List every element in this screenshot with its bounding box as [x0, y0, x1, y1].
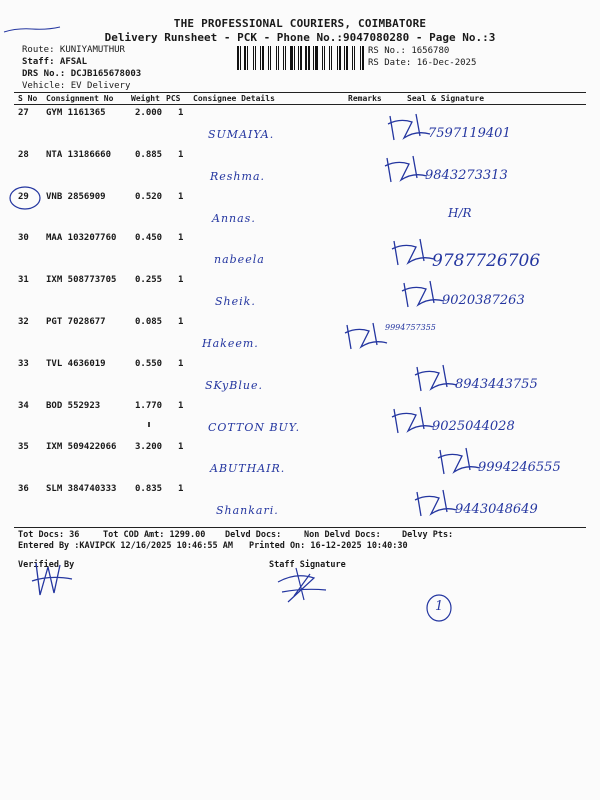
route-label: Route: KUNIYAMUTHUR: [22, 45, 125, 55]
total-cod-amount: Tot COD Amt: 1299.00: [103, 530, 206, 540]
barcode-bar: [260, 46, 261, 70]
barcode-bar: [255, 46, 256, 70]
table-row: [0, 108, 600, 148]
table-row: [0, 317, 600, 357]
row-phone-handwritten: 9787726706: [432, 251, 541, 272]
table-row: [0, 484, 600, 524]
barcode-bar: [287, 46, 289, 70]
row-weight: 0.085: [135, 317, 163, 327]
row-weight: 0.550: [135, 358, 163, 369]
row-consignee-handwritten: SUMAIYA.: [208, 128, 275, 141]
row-consignment: IXM 509422066: [46, 442, 117, 453]
barcode-bar: [346, 46, 348, 70]
row-sno: 34: [18, 400, 29, 411]
row-pcs: 1: [178, 149, 184, 160]
barcode-bar: [360, 46, 361, 70]
rs-number: RS No.: 1656780: [368, 46, 450, 56]
barcode-bar: [300, 46, 302, 70]
row-consignment: GYM 1161365: [46, 108, 106, 118]
entered-by: Entered By :KAVIPCK 12/16/2025 10:46:55 AM: [18, 541, 233, 551]
barcode-bar: [303, 46, 304, 70]
row-weight: 3.200: [135, 442, 163, 453]
row-pcs: 1: [178, 108, 184, 118]
row-pcs: 1: [178, 358, 184, 369]
row-consignee-handwritten: COTTON BUY.: [208, 420, 301, 434]
barcode-bar: [294, 46, 295, 70]
row-consignee-handwritten: Sheik.: [215, 295, 256, 309]
row-consignee-handwritten: Reshma.: [210, 169, 266, 183]
row-consignment: IXM 508773705: [46, 275, 117, 286]
row-consignment: TVL 4636019: [46, 358, 106, 369]
row-pcs: 1: [178, 317, 184, 327]
row-consignment: PGT 7028677: [46, 317, 106, 327]
barcode-bar: [298, 46, 299, 70]
non-delivered-docs: Non Delvd Docs:: [304, 530, 381, 540]
barcode-bar: [257, 46, 259, 70]
column-header-remarks: Remarks: [348, 94, 382, 103]
row-sno: 29: [18, 191, 29, 202]
page-mark-handwritten: 1: [435, 599, 444, 614]
barcode-bar: [354, 46, 355, 70]
row-sno: 32: [18, 317, 29, 327]
delivered-docs: Delvd Docs:: [225, 530, 282, 540]
barcode-bar: [240, 46, 241, 70]
table-row: [0, 192, 600, 232]
document-subtitle: Delivery Runsheet - PCK - Phone No.:9047080280 - Page No.:3: [104, 31, 496, 44]
row-weight: 0.450: [135, 233, 163, 244]
verified-by-signature: [30, 557, 80, 601]
table-row: [0, 233, 600, 273]
column-header-sno: S No: [18, 94, 38, 103]
barcode-bar: [280, 46, 282, 70]
barcode-bar: [344, 46, 345, 70]
table-row: [0, 275, 600, 315]
barcode-bar: [331, 46, 332, 70]
row-consignment: MAA 103207760: [46, 233, 117, 244]
verified-by-label: Verified By: [18, 560, 75, 570]
barcode-bar: [313, 46, 314, 70]
header-rule-bottom: [14, 104, 586, 105]
barcode-bar: [283, 46, 284, 70]
barcode-bar: [249, 46, 252, 70]
row-phone-handwritten: 9843273313: [425, 167, 508, 183]
row-weight: 0.520: [135, 191, 163, 202]
barcode-bar: [329, 46, 330, 70]
row-signature-scribble: [390, 403, 440, 437]
barcode-bar: [272, 46, 275, 70]
barcode-bar: [237, 46, 239, 70]
barcode-bar: [342, 46, 343, 70]
row-signature-scribble: [413, 361, 463, 395]
row-signature-scribble: [390, 235, 440, 269]
row-phone-handwritten: 8943443755: [455, 376, 538, 392]
barcode-bar: [311, 46, 312, 70]
column-header-weight: Weight: [131, 94, 160, 103]
row-phone-handwritten: 7597119401: [428, 126, 511, 141]
barcode-bar: [362, 46, 364, 70]
barcode-bar: [244, 46, 246, 70]
row-pcs: 1: [178, 275, 184, 286]
table-row: [0, 442, 600, 482]
barcode-bar: [270, 46, 271, 70]
row-sno: 31: [18, 275, 29, 286]
row-consignment: SLM 384740333: [46, 484, 117, 495]
barcode-bar: [337, 46, 338, 70]
barcode-bar: [339, 46, 341, 70]
row-consignee-handwritten: Annas.: [212, 211, 256, 225]
row-pcs: 1: [178, 191, 184, 202]
barcode-bar: [262, 46, 264, 70]
printed-on: Printed On: 16-12-2025 10:40:30: [249, 541, 408, 551]
row-consignee-handwritten: Shankari.: [216, 504, 279, 518]
row-pcs: 1: [178, 442, 184, 453]
row-pcs: 1: [178, 484, 184, 495]
row-consignee-handwritten: nabeela: [214, 253, 265, 267]
row-consignee-handwritten: ABUTHAIR.: [210, 462, 286, 476]
table-row: [0, 150, 600, 190]
barcode-bar: [315, 46, 318, 70]
row-consignee-handwritten: Hakeem.: [202, 337, 259, 350]
staff-signature-scribble: [274, 562, 334, 606]
row-pcs: 1: [178, 400, 184, 411]
row-29-circle-mark: [8, 185, 42, 211]
delivery-points: Delvy Pts:: [402, 530, 454, 540]
row-weight: 0.835: [135, 484, 163, 495]
barcode-bar: [352, 46, 353, 70]
row-signature-scribble: [413, 486, 463, 520]
barcode-bar: [349, 46, 351, 70]
row-consignment: NTA 13186660: [46, 149, 112, 160]
row-weight: 0.255: [135, 275, 163, 286]
row-sno: 27: [18, 108, 29, 118]
barcode-bar: [265, 46, 267, 70]
barcode-bar: [319, 46, 321, 70]
row-sno: 30: [18, 233, 29, 244]
row-phone-handwritten: 9020387263: [442, 293, 525, 309]
rs-date: RS Date: 16-Dec-2025: [368, 58, 477, 68]
table-row: [0, 359, 600, 399]
barcode-bar: [308, 46, 310, 70]
row-34-pen-dot: [146, 421, 152, 429]
table-row: [0, 401, 600, 441]
column-header-consignee: Consignee Details: [193, 94, 275, 103]
corner-pen-mark: [2, 24, 62, 38]
row-sno: 36: [18, 484, 29, 495]
barcode-bar: [278, 46, 279, 70]
barcode-bar: [276, 46, 277, 70]
barcode-bar: [247, 46, 248, 70]
row-remark-handwritten: H/R: [448, 205, 472, 220]
barcode-bar: [253, 46, 254, 70]
drs-number: DRS No.: DCJB165678003: [22, 69, 142, 79]
row-weight: 2.000: [135, 108, 163, 118]
row-signature-scribble: [436, 444, 486, 478]
barcode-bar: [242, 46, 243, 70]
barcode-bar: [322, 46, 323, 70]
table-bottom-rule: [14, 527, 586, 528]
row-pcs: 1: [178, 233, 184, 244]
barcode-bar: [333, 46, 336, 70]
column-header-seal: Seal & Signature: [407, 94, 485, 103]
barcode-bar: [324, 46, 325, 70]
column-header-pcs: PCS: [166, 94, 181, 103]
row-sno: 35: [18, 442, 29, 453]
row-weight: 0.885: [135, 149, 163, 160]
row-phone-handwritten: 9994246555: [478, 460, 561, 476]
total-docs: Tot Docs: 36: [18, 530, 80, 540]
barcode-bar: [356, 46, 359, 70]
barcode-bar: [290, 46, 293, 70]
barcode-bar: [285, 46, 286, 70]
row-phone-handwritten: 9994757355: [385, 323, 436, 332]
row-signature-scribble: [343, 319, 393, 353]
row-signature-scribble: [386, 110, 436, 144]
row-phone-handwritten: 9443048649: [455, 502, 538, 518]
barcode: [237, 46, 365, 70]
row-signature-scribble: [383, 152, 433, 186]
barcode-bar: [296, 46, 297, 70]
row-consignee-handwritten: SKyBlue.: [205, 378, 263, 392]
row-signature-scribble: [400, 277, 450, 311]
row-sno: 28: [18, 149, 29, 160]
barcode-bar: [305, 46, 307, 70]
staff-signature-label: Staff Signature: [269, 560, 346, 570]
row-consignment: VNB 2856909: [46, 191, 106, 202]
row-consignment: BOD 552923: [46, 400, 101, 411]
header-rule-top: [14, 92, 586, 93]
vehicle-label: Vehicle: EV Delivery: [22, 81, 131, 91]
staff-label: Staff: AFSAL: [22, 57, 88, 67]
column-header-consignment: Consignment No: [46, 94, 114, 103]
row-phone-handwritten: 9025044028: [432, 418, 515, 434]
barcode-bar: [268, 46, 269, 70]
document-title: THE PROFESSIONAL COURIERS, COIMBATORE: [173, 17, 427, 30]
row-weight: 1.770: [135, 400, 163, 411]
row-sno: 33: [18, 358, 29, 369]
barcode-bar: [326, 46, 328, 70]
